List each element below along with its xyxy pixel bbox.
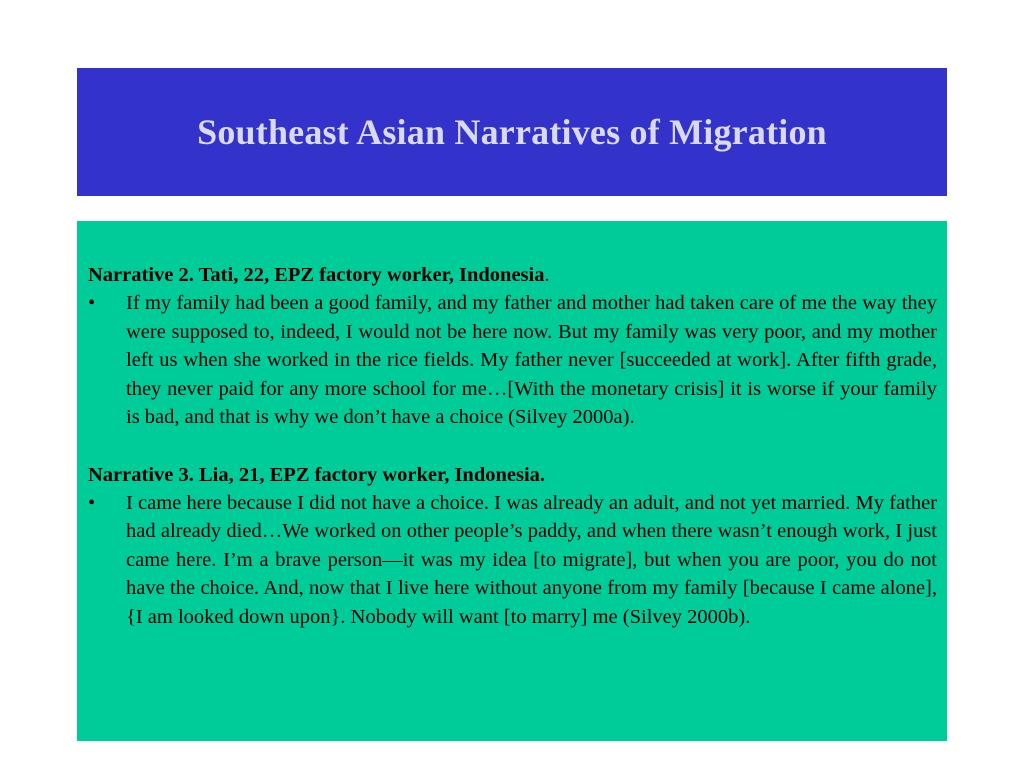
bullet-icon: • <box>88 292 96 314</box>
narrative-quote: I came here because I did not have a choice. I was already an adult, and not yet married. My father had already died…We worked on other people’s paddy, and when there wasn’t enough work, I just came here. I’m a brave person—it was my idea [to migrate], but when you are poor, you do not have the choice. And, now that I live here without anyone from my family [because I came alone], {I am looked down upon}. Nobody will want [to marry] me (Silvey 2000b). <box>126 491 937 628</box>
narrative-quote-item <box>88 489 937 632</box>
narrative-quote: If my family had been a good family, and my father and mother had taken care of me the way they were supposed to, indeed, I would not be here now. But my family was very poor, and my mother left us when she worked in the rice fields. My father never [succeeded at work]. After fifth grade, they never paid for any more school for me…[With the monetary crisis] it is worse if your family is bad, and that is why we don’t have a choice (Silvey 2000a). <box>126 292 937 428</box>
title-banner <box>77 68 947 196</box>
narrative-quote-item <box>88 289 937 432</box>
narrative-3 <box>88 461 937 632</box>
bullet-icon: • <box>88 491 96 514</box>
narrative-heading-period: . <box>544 264 550 286</box>
narrative-heading <box>88 461 937 489</box>
narrative-heading-text: Narrative 3. Lia, 21, EPZ factory worker, Indonesia. <box>88 463 546 486</box>
narrative-heading <box>88 261 937 289</box>
content-panel <box>77 221 947 741</box>
slide-title: Southeast Asian Narratives of Migration <box>197 112 827 152</box>
narrative-heading-text: Narrative 2. Tati, 22, EPZ factory worker, Indonesia <box>88 264 545 286</box>
narrative-2 <box>88 261 937 432</box>
